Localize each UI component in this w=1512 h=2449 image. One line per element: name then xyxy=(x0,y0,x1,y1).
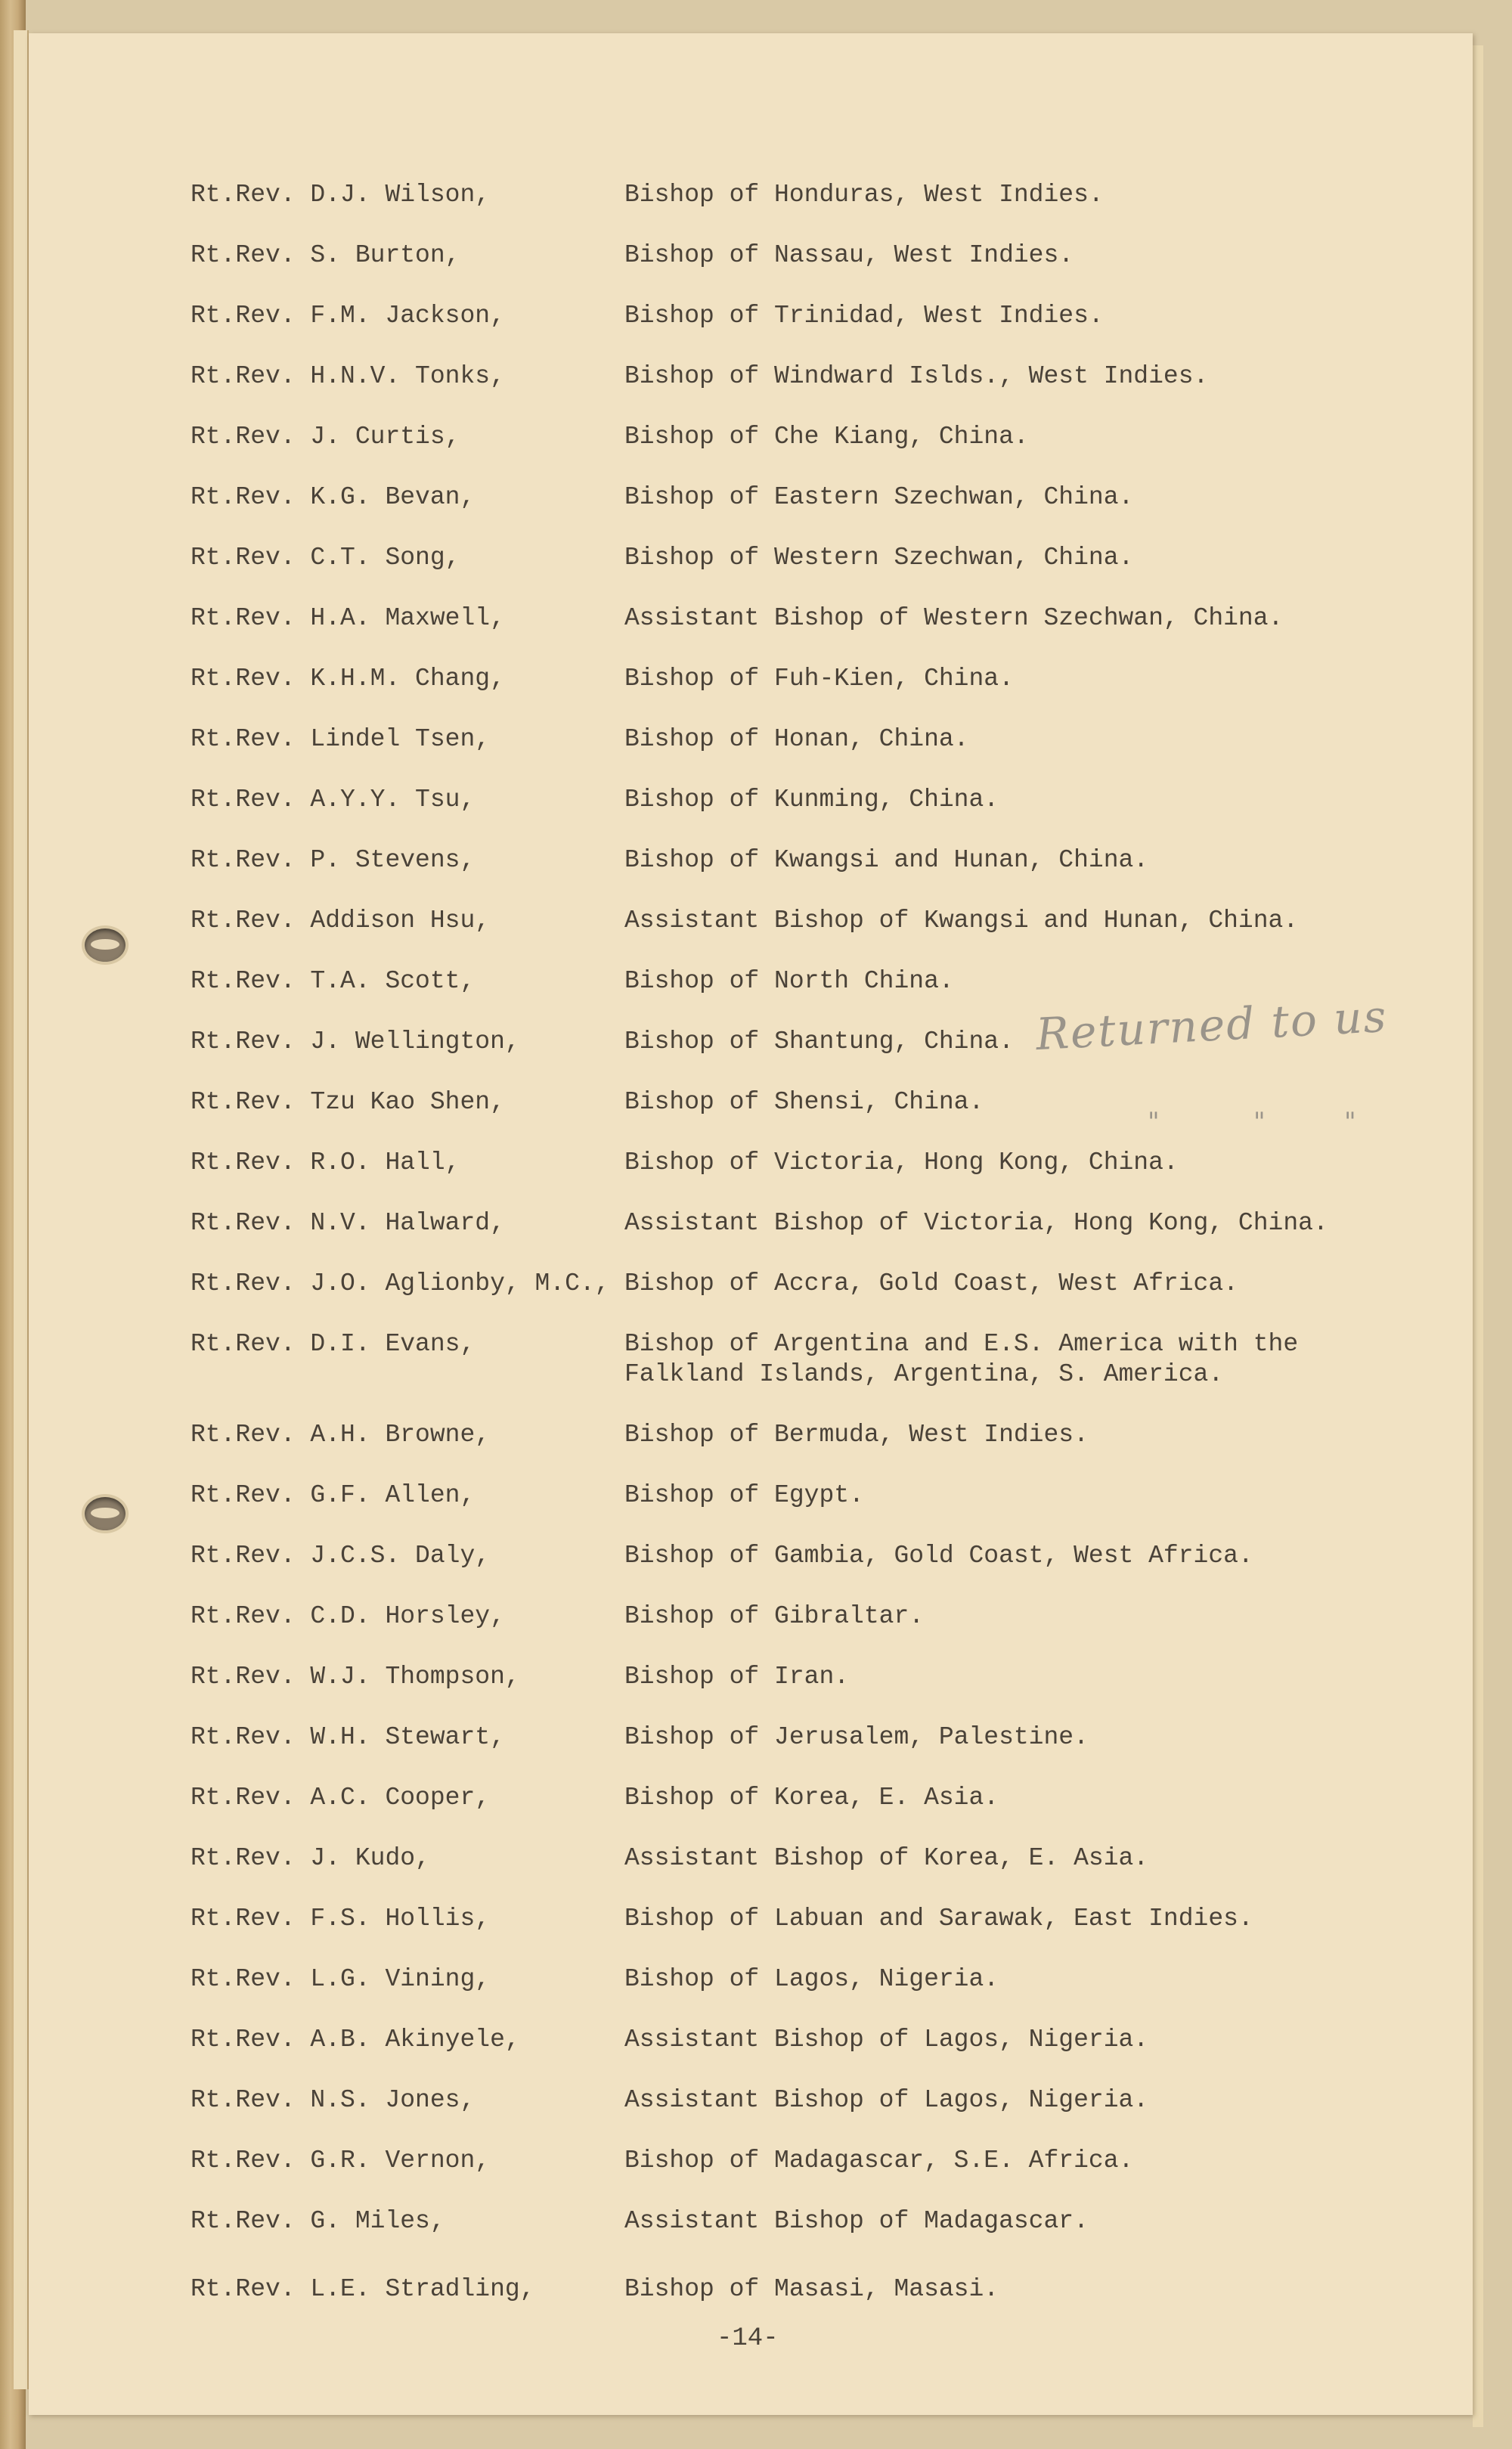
entry-title: Bishop of Shantung, China. xyxy=(624,1028,1014,1056)
handwritten-annotation: Returned to us xyxy=(1034,990,1389,1061)
entry-name: Rt.Rev. A.B. Akinyele, xyxy=(191,2026,520,2054)
ditto-mark: " xyxy=(1253,1107,1266,1137)
entry-title: Bishop of Argentina and E.S. America with the Falkland Islands, Argentina, S. America. xyxy=(624,1330,1299,1388)
entry-title: Bishop of Madagascar, S.E. Africa. xyxy=(624,2147,1134,2175)
entry-name: Rt.Rev. F.M. Jackson, xyxy=(191,302,505,330)
entry-name: Rt.Rev. H.N.V. Tonks, xyxy=(191,362,505,390)
entry-name: Rt.Rev. C.D. Horsley, xyxy=(191,1602,505,1630)
entry-title: Bishop of Bermuda, West Indies. xyxy=(624,1421,1089,1449)
entry-title: Bishop of Windward Islds., West Indies. xyxy=(624,362,1209,390)
document-page xyxy=(29,33,1473,2415)
entry-title: Bishop of Lagos, Nigeria. xyxy=(624,1965,999,1993)
entry-name: Rt.Rev. F.S. Hollis, xyxy=(191,1905,491,1933)
entry-name: Rt.Rev. W.J. Thompson, xyxy=(191,1663,520,1691)
entry-name: Rt.Rev. L.E. Stradling, xyxy=(191,2275,535,2303)
entry-title: Bishop of Kwangsi and Hunan, China. xyxy=(624,846,1149,874)
punch-hole xyxy=(82,925,129,965)
entry-title: Bishop of Accra, Gold Coast, West Africa. xyxy=(624,1269,1238,1297)
entry-title: Bishop of Gibraltar. xyxy=(624,1602,925,1630)
entry-title: Bishop of Honduras, West Indies. xyxy=(624,181,1104,209)
entry-name: Rt.Rev. K.H.M. Chang, xyxy=(191,665,505,693)
entry-title: Bishop of Iran. xyxy=(624,1663,850,1691)
entry-name: Rt.Rev. T.A. Scott, xyxy=(191,967,476,995)
entry-title: Assistant Bishop of Western Szechwan, China. xyxy=(624,604,1284,632)
entry-name: Rt.Rev. A.H. Browne, xyxy=(191,1421,491,1449)
entry-title: Bishop of Egypt. xyxy=(624,1481,864,1509)
entry-name: Rt.Rev. A.C. Cooper, xyxy=(191,1784,491,1812)
entry-name: Rt.Rev. H.A. Maxwell, xyxy=(191,604,505,632)
entry-title: Bishop of Shensi, China. xyxy=(624,1088,984,1116)
entry-title: Assistant Bishop of Korea, E. Asia. xyxy=(624,1844,1149,1872)
ditto-mark: " xyxy=(1344,1107,1356,1137)
entry-name: Rt.Rev. J.C.S. Daly, xyxy=(191,1542,491,1570)
entry-name: Rt.Rev. J. Wellington, xyxy=(191,1028,520,1056)
entry-name: Rt.Rev. C.T. Song, xyxy=(191,544,460,572)
entry-name: Rt.Rev. G.F. Allen, xyxy=(191,1481,476,1509)
entry-name: Rt.Rev. Addison Hsu, xyxy=(191,907,491,935)
page-number: -14- xyxy=(717,2324,779,2353)
punch-hole xyxy=(82,1494,129,1533)
page-stack-edge xyxy=(1473,45,1483,2427)
entry-name: Rt.Rev. Lindel Tsen, xyxy=(191,725,491,753)
entry-title: Bishop of Western Szechwan, China. xyxy=(624,544,1134,572)
entry-title: Assistant Bishop of Lagos, Nigeria. xyxy=(624,2026,1149,2054)
entry-name: Rt.Rev. J. Kudo, xyxy=(191,1844,430,1872)
entry-title: Bishop of Trinidad, West Indies. xyxy=(624,302,1104,330)
entry-name: Rt.Rev. N.S. Jones, xyxy=(191,2086,476,2114)
entry-name: Rt.Rev. K.G. Bevan, xyxy=(191,483,476,511)
entry-title: Bishop of Labuan and Sarawak, East Indies. xyxy=(624,1905,1253,1933)
entry-name: Rt.Rev. G. Miles, xyxy=(191,2207,445,2235)
entry-name: Rt.Rev. A.Y.Y. Tsu, xyxy=(191,786,476,814)
entry-name: Rt.Rev. D.I. Evans, xyxy=(191,1330,476,1358)
entry-title: Bishop of Eastern Szechwan, China. xyxy=(624,483,1134,511)
entry-title: Bishop of North China. xyxy=(624,967,954,995)
entry-title: Bishop of Victoria, Hong Kong, China. xyxy=(624,1149,1179,1176)
entry-title: Bishop of Fuh-Kien, China. xyxy=(624,665,1014,693)
entry-name: Rt.Rev. S. Burton, xyxy=(191,241,460,269)
ditto-mark: " xyxy=(1148,1107,1160,1137)
entry-name: Rt.Rev. G.R. Vernon, xyxy=(191,2147,491,2175)
entry-title: Assistant Bishop of Lagos, Nigeria. xyxy=(624,2086,1149,2114)
entry-title: Bishop of Kunming, China. xyxy=(624,786,999,814)
entry-name: Rt.Rev. Tzu Kao Shen, xyxy=(191,1088,505,1116)
entry-name: Rt.Rev. R.O. Hall, xyxy=(191,1149,460,1176)
entry-name: Rt.Rev. W.H. Stewart, xyxy=(191,1723,505,1751)
entry-title: Bishop of Nassau, West Indies. xyxy=(624,241,1074,269)
entry-title: Bishop of Honan, China. xyxy=(624,725,969,753)
entry-title: Bishop of Che Kiang, China. xyxy=(624,423,1029,451)
entry-name: Rt.Rev. P. Stevens, xyxy=(191,846,476,874)
entry-name: Rt.Rev. J. Curtis, xyxy=(191,423,460,451)
entry-name: Rt.Rev. J.O. Aglionby, M.C., xyxy=(191,1269,610,1297)
entry-title: Bishop of Korea, E. Asia. xyxy=(624,1784,999,1812)
entry-title: Assistant Bishop of Victoria, Hong Kong, China. xyxy=(624,1209,1328,1237)
entry-title: Assistant Bishop of Kwangsi and Hunan, China. xyxy=(624,907,1299,935)
entry-name: Rt.Rev. D.J. Wilson, xyxy=(191,181,491,209)
entry-name: Rt.Rev. L.G. Vining, xyxy=(191,1965,491,1993)
entry-title: Bishop of Masasi, Masasi. xyxy=(624,2275,999,2303)
entry-title: Bishop of Gambia, Gold Coast, West Africa. xyxy=(624,1542,1253,1570)
entry-name: Rt.Rev. N.V. Halward, xyxy=(191,1209,505,1237)
entry-title: Assistant Bishop of Madagascar. xyxy=(624,2207,1089,2235)
previous-page-edge xyxy=(14,30,29,2389)
entry-title: Bishop of Jerusalem, Palestine. xyxy=(624,1723,1089,1751)
